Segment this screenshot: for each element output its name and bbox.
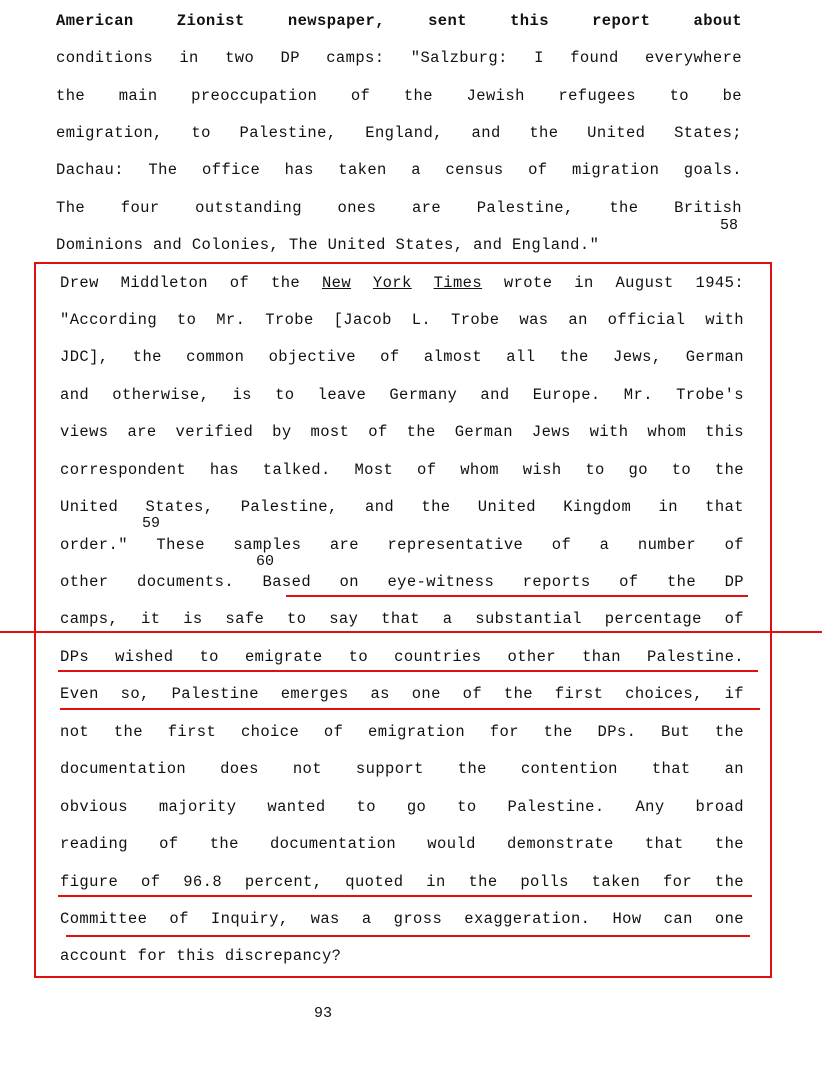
text-line: camps, it is safe to say that a substantial percentage of bbox=[60, 610, 744, 628]
text-span: wrote in August 1945: bbox=[482, 274, 745, 292]
text-line: not the first choice of emigration for the DPs. But the bbox=[60, 723, 744, 741]
text-line: Committee of Inquiry, was a gross exaggeration. How can one bbox=[60, 910, 744, 928]
text-line: views are verified by most of the German Jews with whom this bbox=[60, 423, 744, 441]
text-line: conditions in two DP camps: "Salzburg: I found everywhere bbox=[56, 49, 742, 67]
text-line: documentation does not support the contention that an bbox=[60, 760, 744, 778]
text-line: account for this discrepancy? bbox=[60, 947, 342, 965]
text-line: United States, Palestine, and the United Kingdom in that bbox=[60, 498, 744, 516]
text-line bbox=[60, 273, 744, 293]
text-line: Dominions and Colonies, The United States, and England." bbox=[56, 236, 600, 254]
text-line: and otherwise, is to leave Germany and Europe. Mr. Trobe's bbox=[60, 386, 744, 404]
text-line: other documents. Based on eye-witness reports of the DP bbox=[60, 573, 744, 591]
footnote-marker: 59 bbox=[142, 515, 161, 532]
text-line: The four outstanding ones are Palestine, the British bbox=[56, 199, 742, 217]
red-underline bbox=[0, 631, 822, 633]
footnote-marker: 60 bbox=[256, 553, 275, 570]
red-underline bbox=[58, 670, 758, 672]
newspaper-title-word: New bbox=[321, 274, 352, 292]
text-line: Even so, Palestine emerges as one of the first choices, if bbox=[60, 685, 744, 703]
text-line: "According to Mr. Trobe [Jacob L. Trobe was an official with bbox=[60, 311, 744, 329]
red-underline bbox=[58, 895, 752, 897]
text-line: the main preoccupation of the Jewish refugees to be bbox=[56, 87, 742, 105]
text-line: order." These samples are representative of a number of bbox=[60, 536, 744, 554]
text-line: correspondent has talked. Most of whom wish to go to the bbox=[60, 461, 744, 479]
newspaper-title-word: Times bbox=[433, 274, 483, 292]
text-line: Dachau: The office has taken a census of migration goals. bbox=[56, 161, 742, 179]
page-number: 93 bbox=[314, 1005, 333, 1022]
red-underline bbox=[66, 935, 750, 937]
red-underline bbox=[60, 708, 760, 710]
text-line: reading of the documentation would demonstrate that the bbox=[60, 835, 744, 853]
text-line: figure of 96.8 percent, quoted in the polls taken for the bbox=[60, 873, 744, 891]
text-span: Drew Middleton of the bbox=[60, 274, 322, 292]
text-line: American Zionist newspaper, sent this report about bbox=[56, 12, 742, 30]
newspaper-title-word: York bbox=[372, 274, 412, 292]
text-line: JDC], the common objective of almost all the Jews, German bbox=[60, 348, 744, 366]
text-line: obvious majority wanted to go to Palestine. Any broad bbox=[60, 798, 744, 816]
footnote-marker: 58 bbox=[720, 217, 739, 234]
text-line: emigration, to Palestine, England, and the United States; bbox=[56, 124, 742, 142]
red-underline bbox=[286, 595, 748, 597]
text-line: DPs wished to emigrate to countries other than Palestine. bbox=[60, 648, 744, 666]
